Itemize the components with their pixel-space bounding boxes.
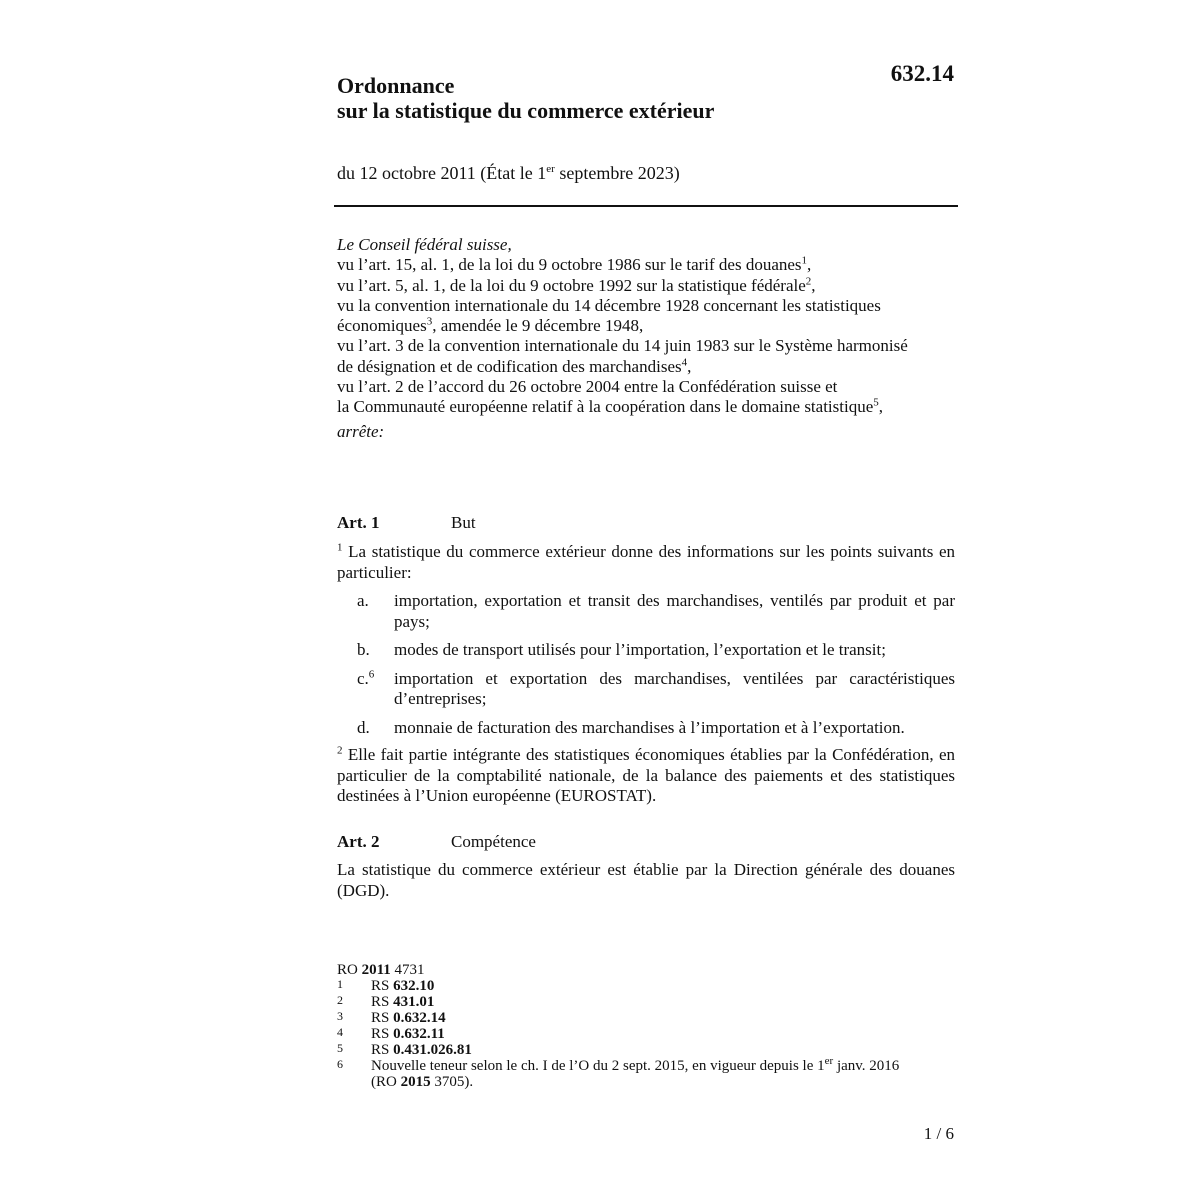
preamble-line	[337, 255, 957, 275]
footnote-text-part: 3705).	[430, 1074, 474, 1090]
footnote-number: 4	[337, 1025, 343, 1039]
footnote-ref-6[interactable]: 6	[368, 667, 375, 680]
title-line-1: Ordonnance	[337, 73, 455, 98]
footnote-number: 1	[337, 977, 343, 991]
list-letter: a.	[357, 591, 369, 610]
list-letter: b.	[357, 640, 370, 659]
footnote-prefix: RS	[371, 1042, 394, 1058]
footnote-prefix: RS	[371, 1010, 394, 1026]
paragraph-number: 2	[337, 744, 343, 757]
footnote-ref-5[interactable]: 5	[873, 396, 879, 409]
document-title	[337, 73, 714, 123]
title-line-2: sur la statistique du commerce extérieur	[337, 98, 715, 123]
article-2-label: Art. 2	[337, 832, 380, 851]
preamble-text: vu la convention internationale du 14 décembre 1928 concernant les statistiques	[337, 295, 881, 315]
footnote-3	[337, 1010, 957, 1026]
footnote-4	[337, 1026, 957, 1042]
footnote-prefix: RS	[371, 1026, 394, 1042]
preamble-text: vu l’art. 15, al. 1, de la loi du 9 octobre 1986 sur le tarif des douanes	[337, 255, 802, 275]
footnote-number: 6	[337, 1057, 343, 1071]
ro-reference	[337, 962, 957, 978]
footnote-link[interactable]: 0.632.14	[393, 1010, 446, 1026]
article-2	[337, 832, 955, 901]
footnote-sup: er	[824, 1055, 834, 1067]
footnote-link[interactable]: 632.10	[393, 978, 435, 994]
list-item-c	[337, 669, 955, 710]
footnote-text-part: janv. 2016	[833, 1058, 900, 1074]
preamble	[337, 235, 957, 442]
preamble-text: vu l’art. 3 de la convention internationale du 14 juin 1983 sur le Système harmonisé	[337, 336, 908, 356]
article-2-header	[337, 832, 955, 854]
preamble-line	[337, 397, 957, 417]
article-1-paragraph-1	[337, 542, 955, 583]
list-letter-text: c.	[357, 668, 369, 688]
footnote-text	[371, 978, 957, 994]
footnote-5	[337, 1042, 957, 1058]
preamble-line	[337, 276, 957, 296]
footnote-text	[371, 1042, 957, 1058]
footnote-6	[337, 1055, 957, 1090]
article-1-heading: But	[451, 513, 476, 532]
preamble-text: vu l’art. 5, al. 1, de la loi du 9 octobre 1992 sur la statistique fédérale	[337, 275, 806, 295]
list-letter: d.	[357, 717, 370, 737]
list-letter	[337, 669, 394, 710]
footnote-text	[371, 994, 957, 1010]
list-text: importation, exportation et transit des marchandises, ventilés par produit et par pays;	[394, 591, 955, 631]
footnote-ref-2[interactable]: 2	[805, 274, 812, 287]
footnote-text	[371, 1010, 957, 1026]
preamble-line	[337, 377, 957, 397]
footnote-number: 3	[337, 1009, 343, 1023]
preamble-text: de désignation et de codification des marchandises	[337, 356, 682, 376]
preamble-text: vu l’art. 2 de l’accord du 26 octobre 2004 entre la Confédération suisse et	[337, 377, 838, 397]
footnote-number: 2	[337, 993, 343, 1007]
preamble-text-end: ,	[807, 255, 812, 275]
preamble-text-end: ,	[687, 356, 692, 376]
footnote-number: 5	[337, 1041, 343, 1055]
footnote-prefix: RS	[371, 994, 394, 1010]
preamble-text-end: , amendée le 9 décembre 1948,	[432, 316, 644, 336]
ro-text: RO	[337, 962, 362, 978]
footnote-link[interactable]: 0.632.11	[393, 1026, 445, 1042]
article-2-heading: Compétence	[451, 832, 536, 851]
footnote-1	[337, 978, 957, 994]
date-text-end: septembre 2023)	[554, 163, 680, 183]
header-divider	[334, 205, 958, 207]
list-item-b	[337, 640, 955, 661]
footnote-text	[371, 1055, 957, 1090]
footnote-2	[337, 994, 957, 1010]
preamble-text-end: ,	[878, 397, 884, 417]
footnote-text	[371, 1026, 957, 1042]
footnote-link[interactable]: 431.01	[393, 994, 435, 1010]
date-text: du 12 octobre 2011 (État le 1	[337, 163, 547, 183]
article-1-paragraph-2	[337, 745, 955, 807]
page-number: 1 / 6	[923, 1124, 954, 1143]
document-date	[337, 163, 680, 184]
preamble-authority: Le Conseil fédéral suisse,	[337, 235, 512, 254]
preamble-text: la Communauté européenne relatif à la coopération dans le domaine statistique	[337, 397, 874, 417]
preamble-text: économiques	[337, 316, 427, 336]
list-item-a	[337, 591, 955, 632]
ro-page: 4731	[390, 962, 425, 978]
footnote-ref-3[interactable]: 3	[426, 315, 433, 328]
list-item-d	[337, 718, 955, 739]
list-text: importation et exportation des marchandises, ventilées par caractéristiques d’entreprises;	[394, 668, 955, 708]
preamble-decree: arrête:	[337, 421, 385, 441]
preamble-line	[337, 316, 957, 336]
document-number: 632.14	[890, 61, 954, 86]
list-text: modes de transport utilisés pour l’importation, l’exportation et le transit;	[394, 640, 886, 659]
footnote-ref-1[interactable]: 1	[801, 254, 808, 267]
footnote-ref-4[interactable]: 4	[681, 356, 688, 369]
footnote-text-part: Nouvelle teneur selon le ch. I de l’O du 2 sept. 2015, en vigueur depuis le 1	[371, 1058, 825, 1074]
footnotes	[337, 962, 957, 1090]
paragraph-text: La statistique du commerce extérieur donne des informations sur les points suivants en particulier:	[337, 542, 955, 582]
preamble-line	[337, 357, 957, 377]
paragraph-text: Elle fait partie intégrante des statistiques économiques établies par la Confédération, en particulier de la comptabilité nationale, de la balance des paiements et des statistiques destinées à l’Union européenne (EUROSTAT).	[337, 745, 955, 805]
footnote-link[interactable]: 0.431.026.81	[393, 1042, 472, 1058]
article-1-label: Art. 1	[337, 513, 380, 532]
paragraph-number: 1	[337, 541, 343, 554]
list-text: monnaie de facturation des marchandises à l’importation et à l’exportation.	[394, 717, 905, 737]
ro-year: 2011	[361, 962, 391, 978]
footnote-text-part: (RO	[371, 1074, 401, 1090]
date-sup: er	[546, 163, 555, 175]
article-1-header	[337, 513, 955, 535]
preamble-text-end: ,	[811, 275, 816, 295]
preamble-line	[337, 336, 957, 356]
footnote-prefix: RS	[371, 978, 394, 994]
preamble-line	[337, 296, 957, 316]
article-1	[337, 513, 955, 807]
footnote-link[interactable]: 2015	[400, 1074, 431, 1090]
article-2-paragraph: La statistique du commerce extérieur est établie par la Direction générale des douanes (DGD).	[337, 860, 955, 900]
